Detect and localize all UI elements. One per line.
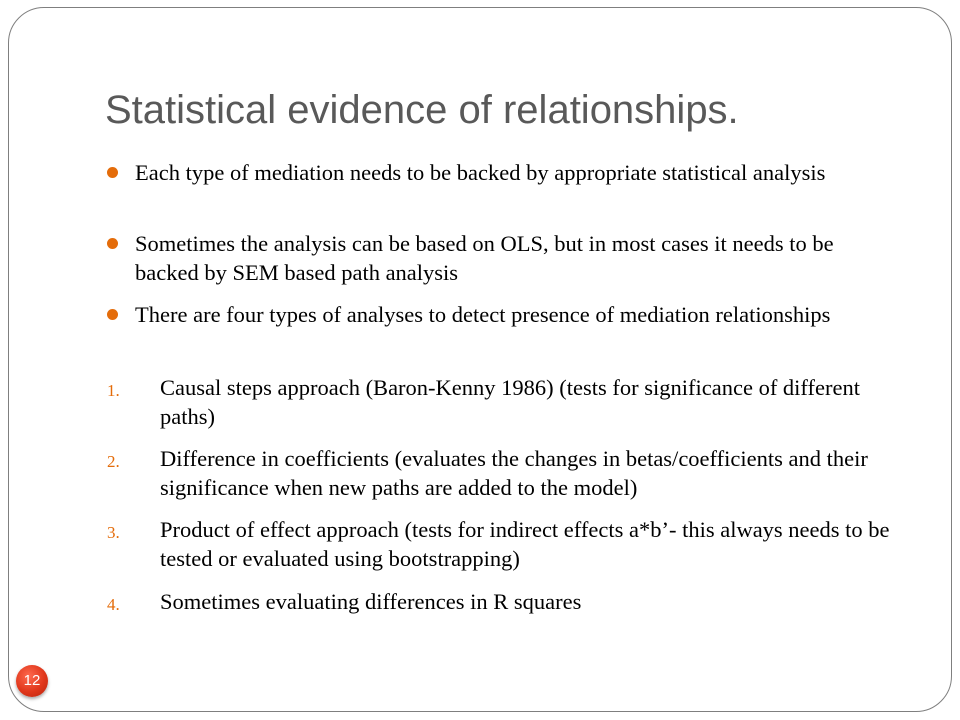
bullet-dot-icon xyxy=(107,238,118,249)
bullet-text: Sometimes the analysis can be based on OLS, but in most cases it needs to be backed by SEM based path analysis xyxy=(135,231,834,285)
bullet-dot-icon xyxy=(107,309,118,320)
numbered-item xyxy=(107,515,900,573)
item-number: 1. xyxy=(107,381,120,400)
slide-title: Statistical evidence of relationships. xyxy=(105,88,739,132)
numbered-item xyxy=(107,587,900,616)
item-text: Causal steps approach (Baron-Kenny 1986) (tests for significance of different paths) xyxy=(160,375,860,429)
item-text: Difference in coefficients (evaluates the changes in betas/coefficients and their significance when new paths are added to the model) xyxy=(160,446,868,500)
bullet-item xyxy=(135,229,895,287)
bullet-dot-icon xyxy=(107,167,118,178)
item-text: Product of effect approach (tests for indirect effects a*b’- this always needs to be tested or evaluated using bootstrapping) xyxy=(160,517,890,571)
bullet-item xyxy=(135,300,895,329)
numbered-item xyxy=(107,373,900,431)
item-number: 3. xyxy=(107,523,120,542)
item-number: 2. xyxy=(107,452,120,471)
item-number: 4. xyxy=(107,595,120,614)
bullet-text: There are four types of analyses to detect presence of mediation relationships xyxy=(135,302,831,327)
item-text: Sometimes evaluating differences in R squares xyxy=(160,589,582,614)
numbered-item xyxy=(107,444,900,502)
page-number-badge: 12 xyxy=(16,665,48,697)
bullet-text: Each type of mediation needs to be backed by appropriate statistical analysis xyxy=(135,160,826,185)
bullet-item xyxy=(135,158,895,187)
